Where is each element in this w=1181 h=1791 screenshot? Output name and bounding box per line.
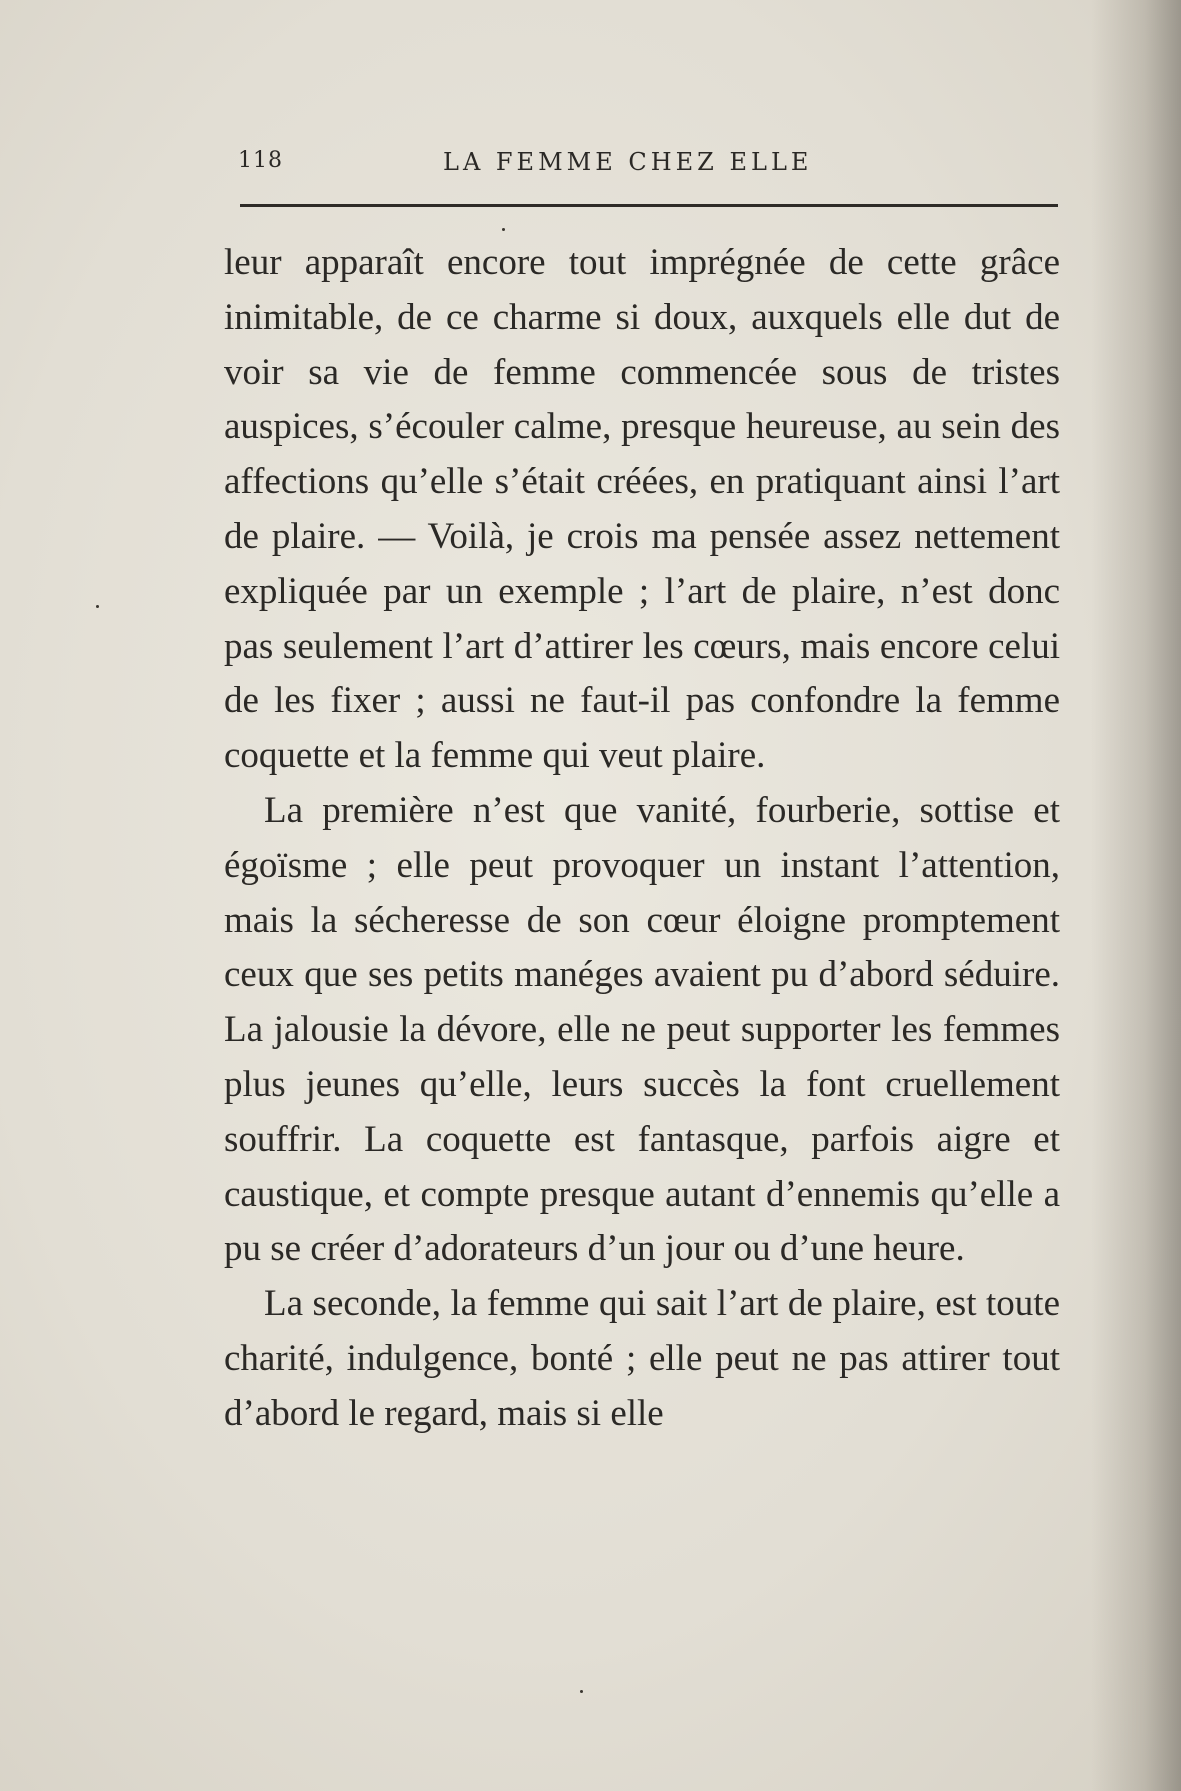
paragraph-3: La seconde, la femme qui sait l’art de plaire, est toute charité, indulgence, bonté ; elle peut ne pas attirer tout d’abord le regard, mais si elle <box>224 1283 1060 1434</box>
paper-speck <box>580 1690 583 1693</box>
paragraph-1: leur apparaît encore tout imprégnée de cette grâce inimitable, de ce charme si doux, auxquels elle dut de voir sa vie de femme commencée sous de tristes auspices, s’écouler calme, presque heureuse, au sein des affections qu’elle s’était créées, en pratiquant ainsi l’art de plaire. — Voilà, je crois ma pensée assez nettement expliquée par un exemple ; l’art de plaire, n’est donc pas seulement l’art d’attirer les cœurs, mais encore celui de les fixer ; aussi ne faut-il pas confondre la femme coquette et la femme qui veut plaire. <box>224 242 1060 777</box>
page-number: 118 <box>238 148 283 173</box>
paper-speck <box>96 605 99 608</box>
body-text <box>224 236 1060 1442</box>
running-title: LA FEMME CHEZ ELLE <box>443 148 813 176</box>
page-header <box>238 148 1058 188</box>
paragraph-2: La première n’est que vanité, fourberie, sottise et égoïsme ; elle peut provoquer un instant l’attention, mais la sécheresse de son cœur éloigne promptement ceux que ses petits manéges avaient pu d’abord séduire. La jalousie la dévore, elle ne peut supporter les femmes plus jeunes qu’elle, leurs succès la font cruellement souffrir. La coquette est fantasque, parfois aigre et caustique, et compte presque autant d’ennemis qu’elle a pu se créer d’adorateurs d’un jour ou d’une heure. <box>224 789 1060 1270</box>
header-rule <box>240 204 1058 207</box>
paper-speck <box>502 228 505 231</box>
gutter-shadow <box>1091 0 1181 1791</box>
